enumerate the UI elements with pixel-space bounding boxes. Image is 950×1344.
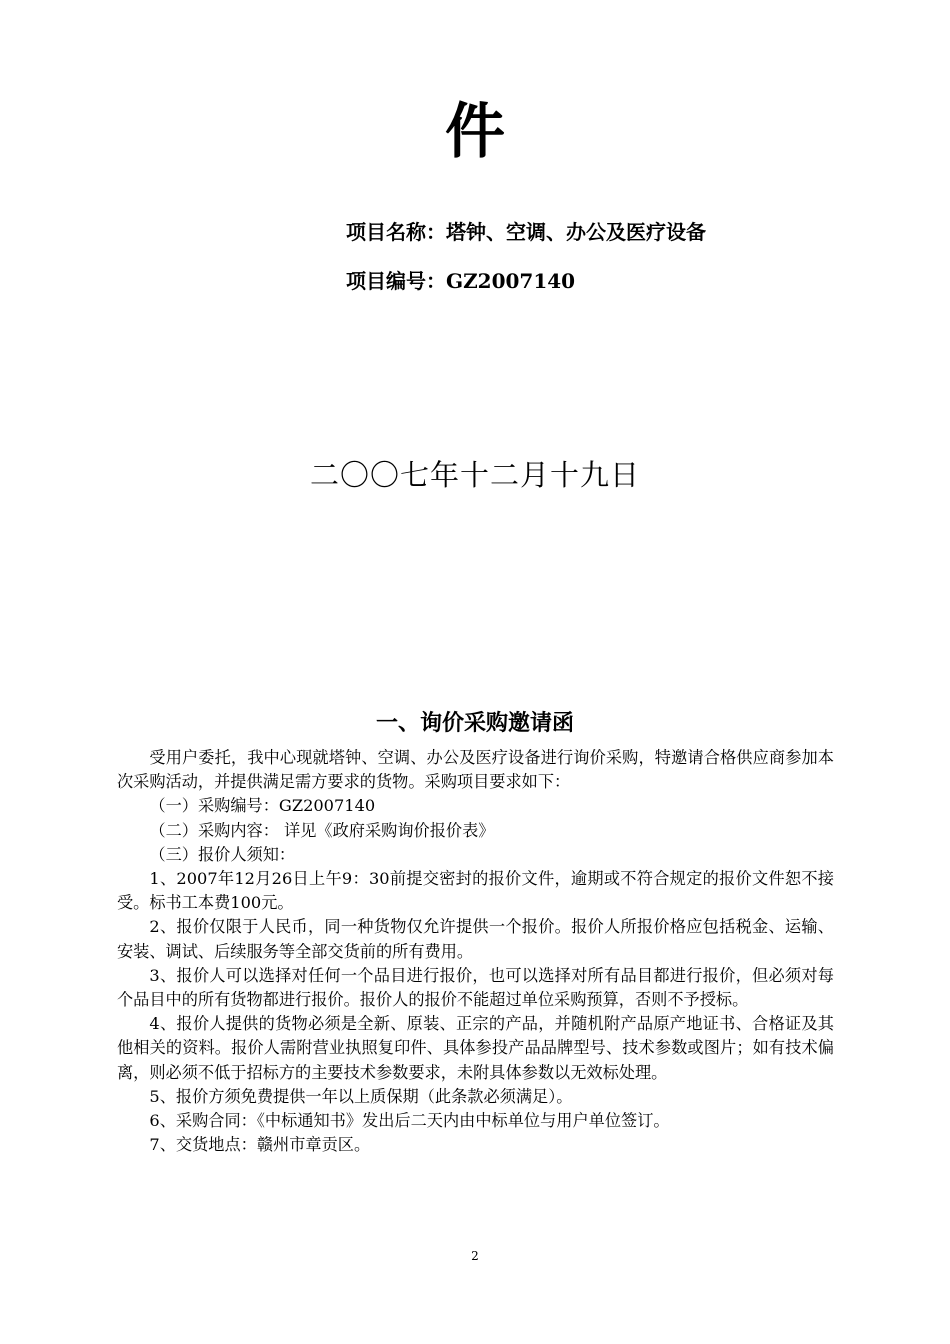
bidder-notice-heading: （三）报价人须知：: [149, 844, 296, 864]
project-name: 项目名称：塔钟、空调、办公及医疗设备: [346, 220, 706, 244]
notice-item-4: 4、报价人提供的货物必须是全新、原装、正宗的产品，并随机附产品原产地证书、合格证及其他相关的资料。报价人需附营业执照复印件、具体参投产品品牌型号、技术参数或图片；如有技术偏离，则必须不低于招标方的主要技术参数要求，未附具体参数以无效标处理。: [117, 1014, 834, 1082]
document-date: 二〇〇七年十二月十九日: [309, 458, 640, 492]
notice-item-1: 1、2007年12月26日上午9：30前提交密封的报价文件，逾期或不符合规定的报价文件恕不接受。标书工本费100元。: [117, 869, 834, 913]
page-number: 2: [471, 1249, 479, 1263]
notice-item-6: 6、采购合同：《中标通知书》发出后二天内由中标单位与用户单位签订。: [149, 1111, 670, 1131]
intro-paragraph: 受用户委托，我中心现就塔钟、空调、办公及医疗设备进行询价采购，特邀请合格供应商参加本次采购活动，并提供满足需方要求的货物。采购项目要求如下：: [117, 748, 834, 792]
document-title-char: 件: [445, 97, 505, 167]
procurement-number-item: （一）采购编号：GZ2007140: [149, 796, 376, 816]
notice-item-5: 5、报价方须免费提供一年以上质保期（此条款必须满足）。: [149, 1086, 573, 1106]
notice-item-3: 3、报价人可以选择对任何一个品目进行报价，也可以选择对所有品目都进行报价，但必须对每个品目中的所有货物都进行报价。报价人的报价不能超过单位采购预算，否则不予授标。: [117, 965, 834, 1010]
section-body: [117, 746, 834, 1157]
procurement-content-item: （二）采购内容： 详见《政府采购询价报价表》: [149, 820, 495, 840]
section-heading: 一、询价采购邀请函: [375, 710, 574, 736]
notice-item-2: 2、报价仅限于人民币，同一种货物仅允许提供一个报价。报价人所报价格应包括税金、运输、安装、调试、后续服务等全部交货前的所有费用。: [117, 917, 834, 961]
notice-item-7: 7、交货地点：赣州市章贡区。: [149, 1135, 371, 1155]
project-code: 项目编号：GZ2007140: [346, 269, 576, 293]
